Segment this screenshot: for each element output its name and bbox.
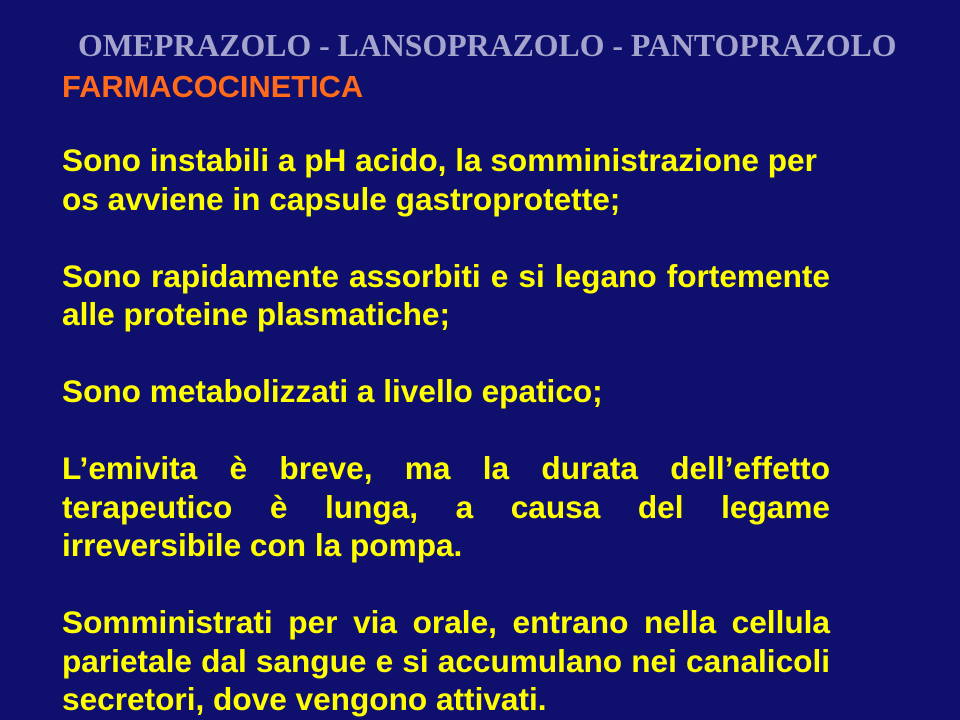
text-line: L’emivita è breve, ma la durata dell’effetto [62,450,830,486]
slide-title: OMEPRAZOLO - LANSOPRAZOLO - PANTOPRAZOLO [78,28,897,63]
text-line: Sono metabolizzati a livello epatico; [62,373,603,409]
text-line: Sono instabili a pH acido, la somministrazione per [62,142,817,178]
paragraph-stability [62,141,830,218]
paragraph-absorption [62,257,830,334]
text-line: parietale dal sangue e si accumulano nei canalicoli [62,642,830,679]
text-line: os avviene in capsule gastroprotette; [62,180,621,217]
text-line: irreversibile con la pompa. [62,527,463,563]
slide-body [62,141,830,719]
paragraph-administration [62,603,830,719]
section-heading: FARMACOCINETICA [62,69,364,104]
text-line: Somministrati per via orale, entrano nella cellula [62,604,830,640]
text-line: alle proteine plasmatiche; [62,296,451,332]
paragraph-metabolism [62,372,830,411]
text-line: secretori, dove vengono attivati. [62,681,547,717]
text-line: Sono rapidamente assorbiti e si legano fortemente [62,257,830,294]
text-line: terapeutico è lunga, a causa del legame [62,488,830,525]
paragraph-half-life [62,449,830,565]
